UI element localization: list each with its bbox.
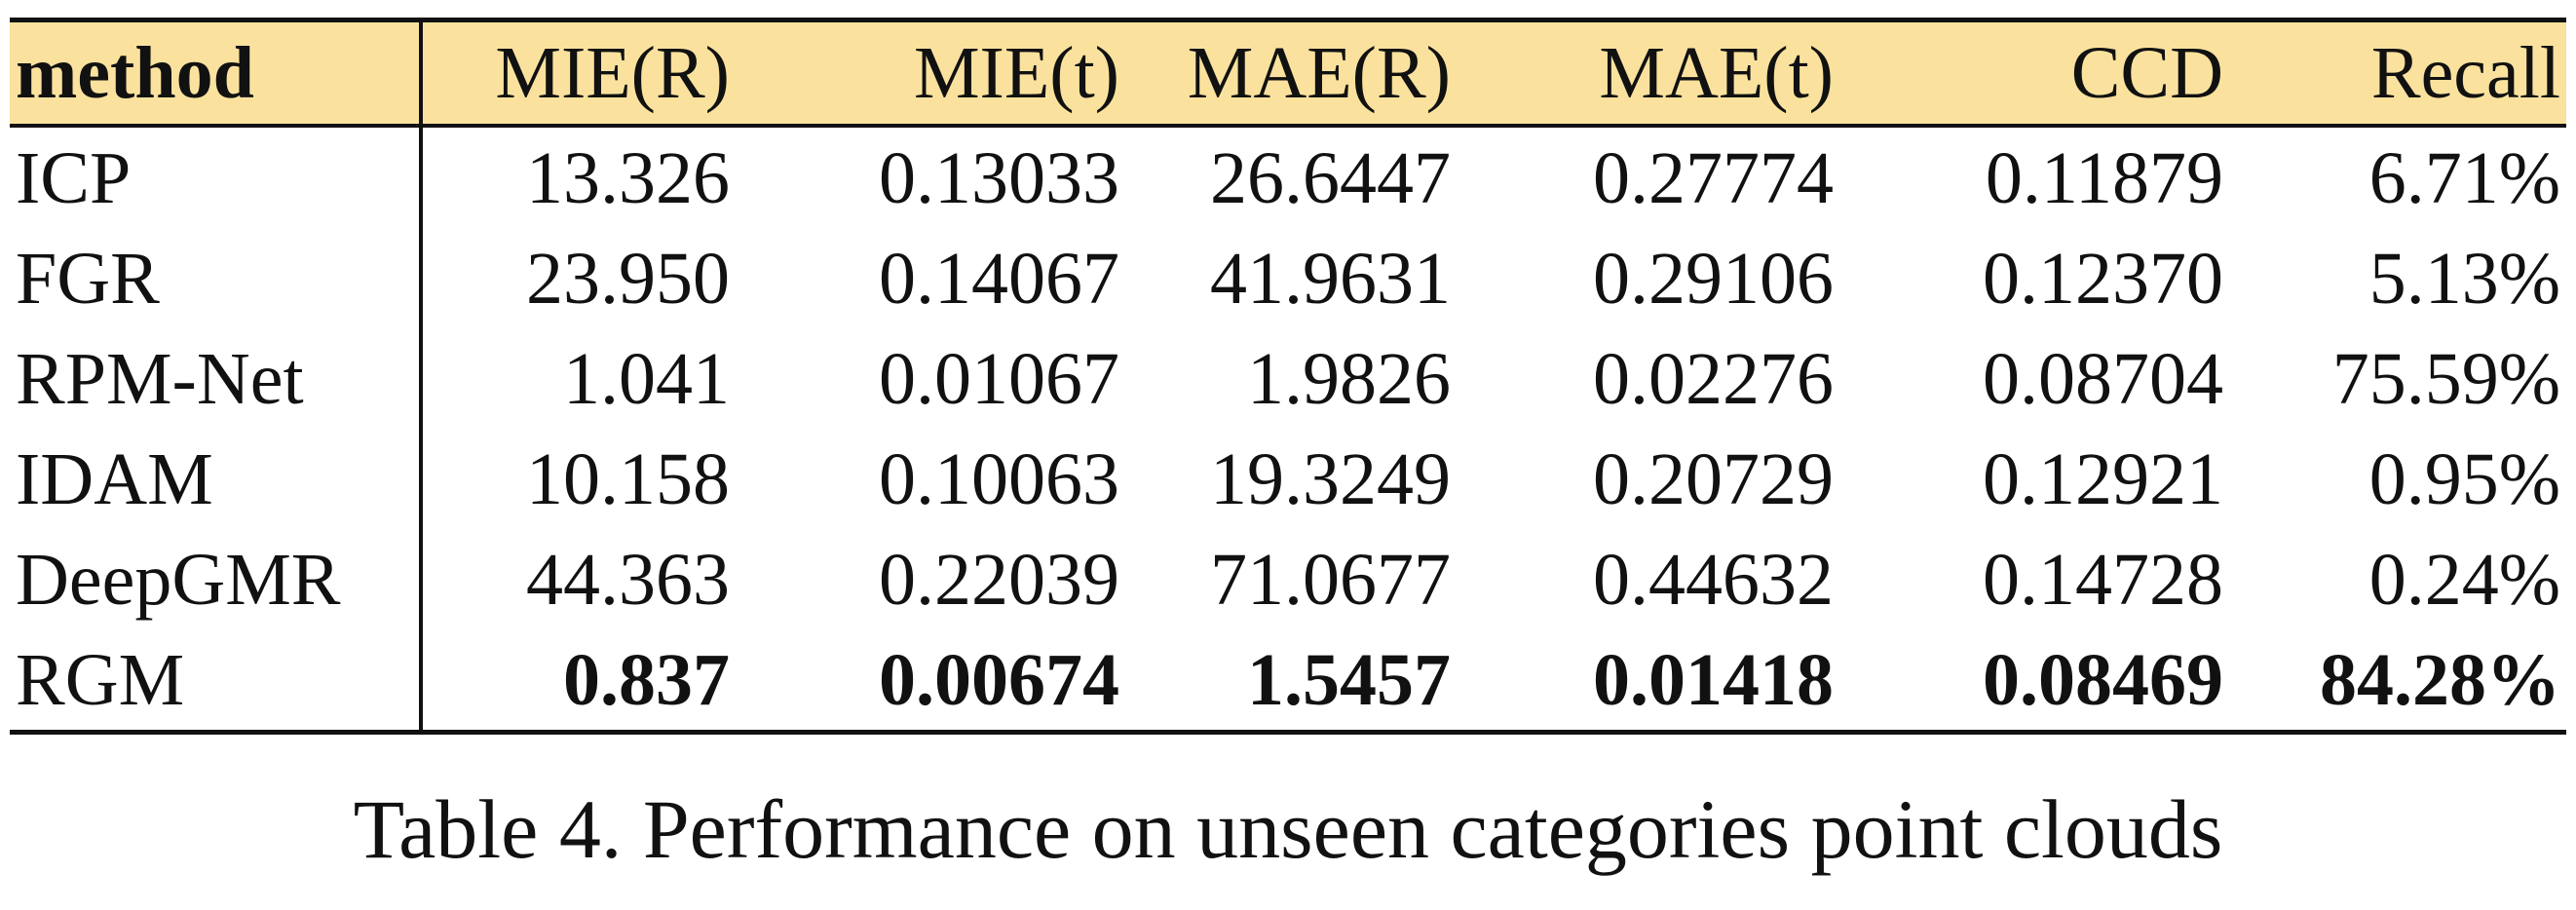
value-cell-mie-t: 0.10063 xyxy=(879,437,1119,520)
value-cell-ccd: 0.12921 xyxy=(1983,437,2223,520)
table-caption: Table 4. Performance on unseen categories point clouds xyxy=(353,782,2223,876)
value-cell-recall: 75.59% xyxy=(2331,337,2560,420)
value-cell-mae-t: 0.20729 xyxy=(1593,437,1834,520)
column-header-mae-r: MAE(R) xyxy=(1125,20,1457,127)
method-cell: ICP xyxy=(10,126,421,228)
value-cell-mie-t: 0.22039 xyxy=(879,538,1119,621)
value-cell-recall: 0.95% xyxy=(2368,437,2560,520)
value-cell-ccd: 0.14728 xyxy=(1983,538,2223,621)
value-cell-mae-r: 26.6447 xyxy=(1210,136,1451,219)
table-row-icp xyxy=(10,126,2566,228)
table-header-row xyxy=(10,20,2566,127)
value-cell-mae-r: 19.3249 xyxy=(1210,437,1451,520)
value-cell-mie-r: 13.326 xyxy=(526,136,730,219)
method-cell: FGR xyxy=(10,228,421,328)
column-header-mie-t: MIE(t) xyxy=(736,20,1125,127)
value-cell-mae-r: 41.9631 xyxy=(1210,237,1451,320)
table-row-fgr xyxy=(10,228,2566,328)
column-header-mae-t: MAE(t) xyxy=(1457,20,1839,127)
value-cell-ccd: 0.08704 xyxy=(1983,337,2223,420)
table-row-rpm-net xyxy=(10,328,2566,429)
value-cell-mae-t: 0.27774 xyxy=(1593,136,1834,219)
column-header-recall: Recall xyxy=(2229,20,2566,127)
value-cell-mae-r: 1.5457 xyxy=(1125,629,1457,733)
value-cell-recall: 5.13% xyxy=(2368,237,2560,320)
method-cell: RPM-Net xyxy=(10,328,421,429)
value-cell-mae-r: 1.9826 xyxy=(1247,337,1451,420)
method-cell: RGM xyxy=(10,629,421,733)
value-cell-mie-r: 0.837 xyxy=(421,629,736,733)
value-cell-ccd: 0.12370 xyxy=(1983,237,2223,320)
value-cell-mae-t: 0.01418 xyxy=(1457,629,1839,733)
value-cell-ccd: 0.08469 xyxy=(1839,629,2229,733)
value-cell-ccd: 0.11879 xyxy=(1985,136,2223,219)
value-cell-mae-t: 0.02276 xyxy=(1593,337,1834,420)
table-row-deepgmr xyxy=(10,529,2566,629)
method-cell: DeepGMR xyxy=(10,529,421,629)
column-header-ccd: CCD xyxy=(1839,20,2229,127)
column-header-method: method xyxy=(10,20,421,127)
value-cell-mie-r: 23.950 xyxy=(526,237,730,320)
value-cell-mie-t: 0.01067 xyxy=(879,337,1119,420)
results-table-container xyxy=(10,18,2566,735)
table-row-idam xyxy=(10,429,2566,529)
table-row-rgm xyxy=(10,629,2566,733)
value-cell-recall: 0.24% xyxy=(2368,538,2560,621)
value-cell-recall: 6.71% xyxy=(2368,136,2560,219)
value-cell-mae-r: 71.0677 xyxy=(1210,538,1451,621)
value-cell-mie-t: 0.13033 xyxy=(879,136,1119,219)
value-cell-mie-r: 44.363 xyxy=(526,538,730,621)
value-cell-mae-t: 0.29106 xyxy=(1593,237,1834,320)
value-cell-mie-r: 10.158 xyxy=(526,437,730,520)
method-cell: IDAM xyxy=(10,429,421,529)
results-table xyxy=(10,18,2566,735)
value-cell-mie-t: 0.00674 xyxy=(736,629,1125,733)
value-cell-recall: 84.28% xyxy=(2229,629,2566,733)
value-cell-mae-t: 0.44632 xyxy=(1593,538,1834,621)
value-cell-mie-r: 1.041 xyxy=(563,337,730,420)
column-header-mie-r: MIE(R) xyxy=(421,20,736,127)
value-cell-mie-t: 0.14067 xyxy=(879,237,1119,320)
